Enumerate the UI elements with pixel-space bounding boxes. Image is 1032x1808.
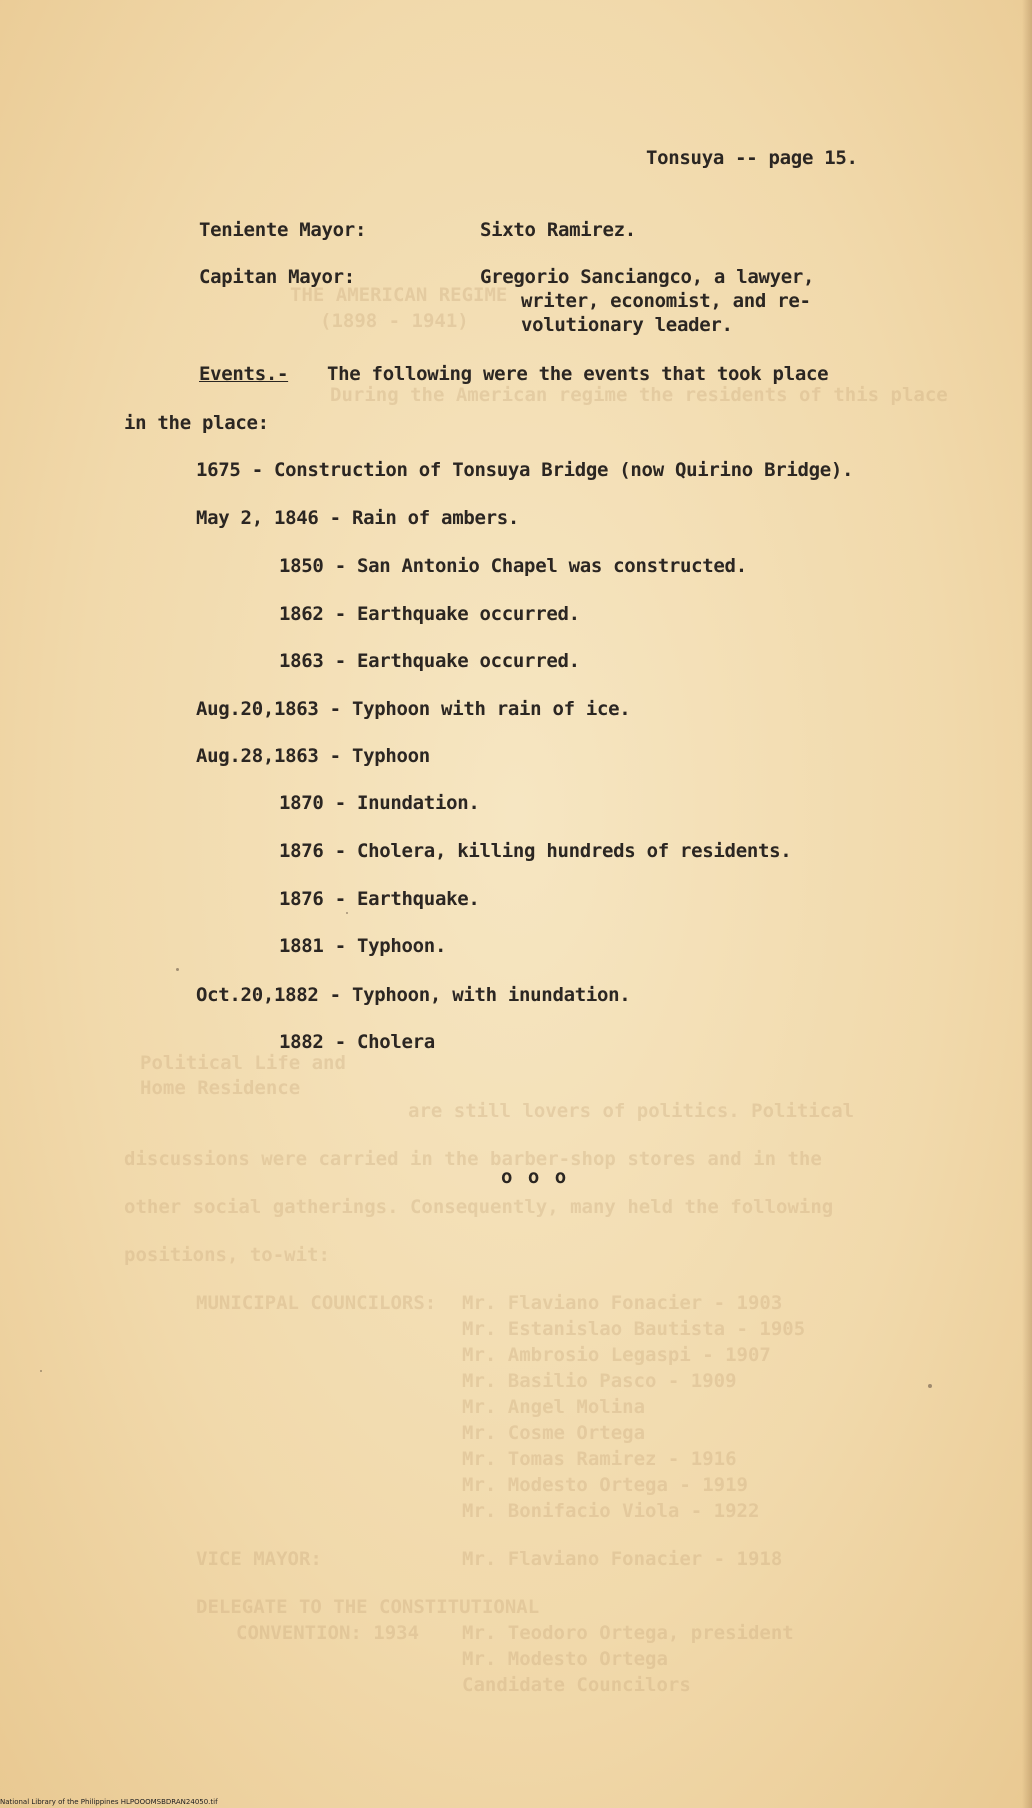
bleed-through-line: are still lovers of politics. Political <box>408 1100 855 1122</box>
bleed-through-line: DELEGATE TO THE CONSTITUTIONAL <box>196 1596 540 1618</box>
official-name-cont: volutionary leader. <box>521 314 733 336</box>
event-item: 1870 - Inundation. <box>279 792 480 814</box>
event-item: May 2, 1846 - Rain of ambers. <box>196 507 520 529</box>
bleed-through-line: During the American regime the residents of this place <box>330 384 948 406</box>
bleed-through-line: Mr. Cosme Ortega <box>462 1422 646 1444</box>
bleed-through-line: MUNICIPAL COUNCILORS: <box>196 1292 437 1314</box>
events-intro: The following were the events that took place <box>327 363 829 385</box>
bleed-through-line: Mr. Flaviano Fonacier - 1918 <box>462 1548 783 1570</box>
bleed-through-line: CONVENTION: 1934 <box>236 1622 420 1644</box>
bleed-through-line: Political Life and <box>140 1052 346 1074</box>
bleed-through-line: Home Residence <box>140 1077 301 1099</box>
paper-speck <box>176 968 179 971</box>
bleed-through-line: positions, to-wit: <box>124 1244 330 1266</box>
event-item: 1876 - Earthquake. <box>279 888 480 910</box>
official-title: Capitan Mayor: <box>199 266 355 288</box>
event-item: 1850 - San Antonio Chapel was constructed. <box>279 555 747 577</box>
bleed-through-line: Candidate Councilors <box>462 1674 691 1696</box>
events-heading: Events.- <box>199 363 289 385</box>
bleed-through-line: VICE MAYOR: <box>196 1548 322 1570</box>
bleed-through-line: Mr. Basilio Pasco - 1909 <box>462 1370 737 1392</box>
events-intro-cont: in the place: <box>124 412 269 434</box>
bleed-through-line: other social gatherings. Consequently, many held the following <box>124 1196 834 1218</box>
bleed-through-line: Mr. Teodoro Ortega, president <box>462 1622 794 1644</box>
event-item: 1882 - Cholera <box>279 1031 435 1053</box>
event-item: 1862 - Earthquake occurred. <box>279 603 580 625</box>
bleed-through-line: Mr. Tomas Ramirez - 1916 <box>462 1448 737 1470</box>
bleed-through-line: (1898 - 1941) <box>320 310 469 332</box>
event-item: Oct.20,1882 - Typhoon, with inundation. <box>196 984 631 1006</box>
bleed-through-line: Mr. Ambrosio Legaspi - 1907 <box>462 1344 771 1366</box>
bleed-through-line: Mr. Estanislao Bautista - 1905 <box>462 1318 806 1340</box>
official-title: Teniente Mayor: <box>199 219 367 241</box>
bleed-through-line: Mr. Bonifacio Viola - 1922 <box>462 1500 760 1522</box>
event-item: 1675 - Construction of Tonsuya Bridge (now Quirino Bridge). <box>196 459 854 481</box>
event-item: 1863 - Earthquake occurred. <box>279 650 580 672</box>
page-edge-shadow <box>1022 0 1032 1808</box>
page-label: Tonsuya -- page 15. <box>646 147 858 169</box>
event-item: Aug.20,1863 - Typhoon with rain of ice. <box>196 698 631 720</box>
scan-footer: National Library of the Philippines HLPOOOMSBDRAN24050.tif <box>0 1798 218 1806</box>
bleed-through-line: Mr. Modesto Ortega <box>462 1648 668 1670</box>
event-item: 1881 - Typhoon. <box>279 935 447 957</box>
official-name-cont: writer, economist, and re- <box>521 290 811 312</box>
bleed-through-line: Mr. Angel Molina <box>462 1396 646 1418</box>
event-item: Aug.28,1863 - Typhoon <box>196 745 430 767</box>
paper-speck <box>346 912 348 914</box>
bleed-through-line: Mr. Modesto Ortega - 1919 <box>462 1474 748 1496</box>
paper-speck <box>928 1384 932 1388</box>
bleed-through-line: Mr. Flaviano Fonacier - 1903 <box>462 1292 783 1314</box>
paper-speck <box>40 1370 42 1372</box>
official-name: Gregorio Sanciangco, a lawyer, <box>480 266 815 288</box>
section-separator: o o o <box>501 1166 569 1188</box>
event-item: 1876 - Cholera, killing hundreds of residents. <box>279 840 792 862</box>
bleed-through-line: discussions were carried in the barber-shop stores and in the <box>124 1148 822 1170</box>
official-name: Sixto Ramirez. <box>480 219 636 241</box>
bleed-through-line: THE AMERICAN REGIME <box>290 284 508 306</box>
